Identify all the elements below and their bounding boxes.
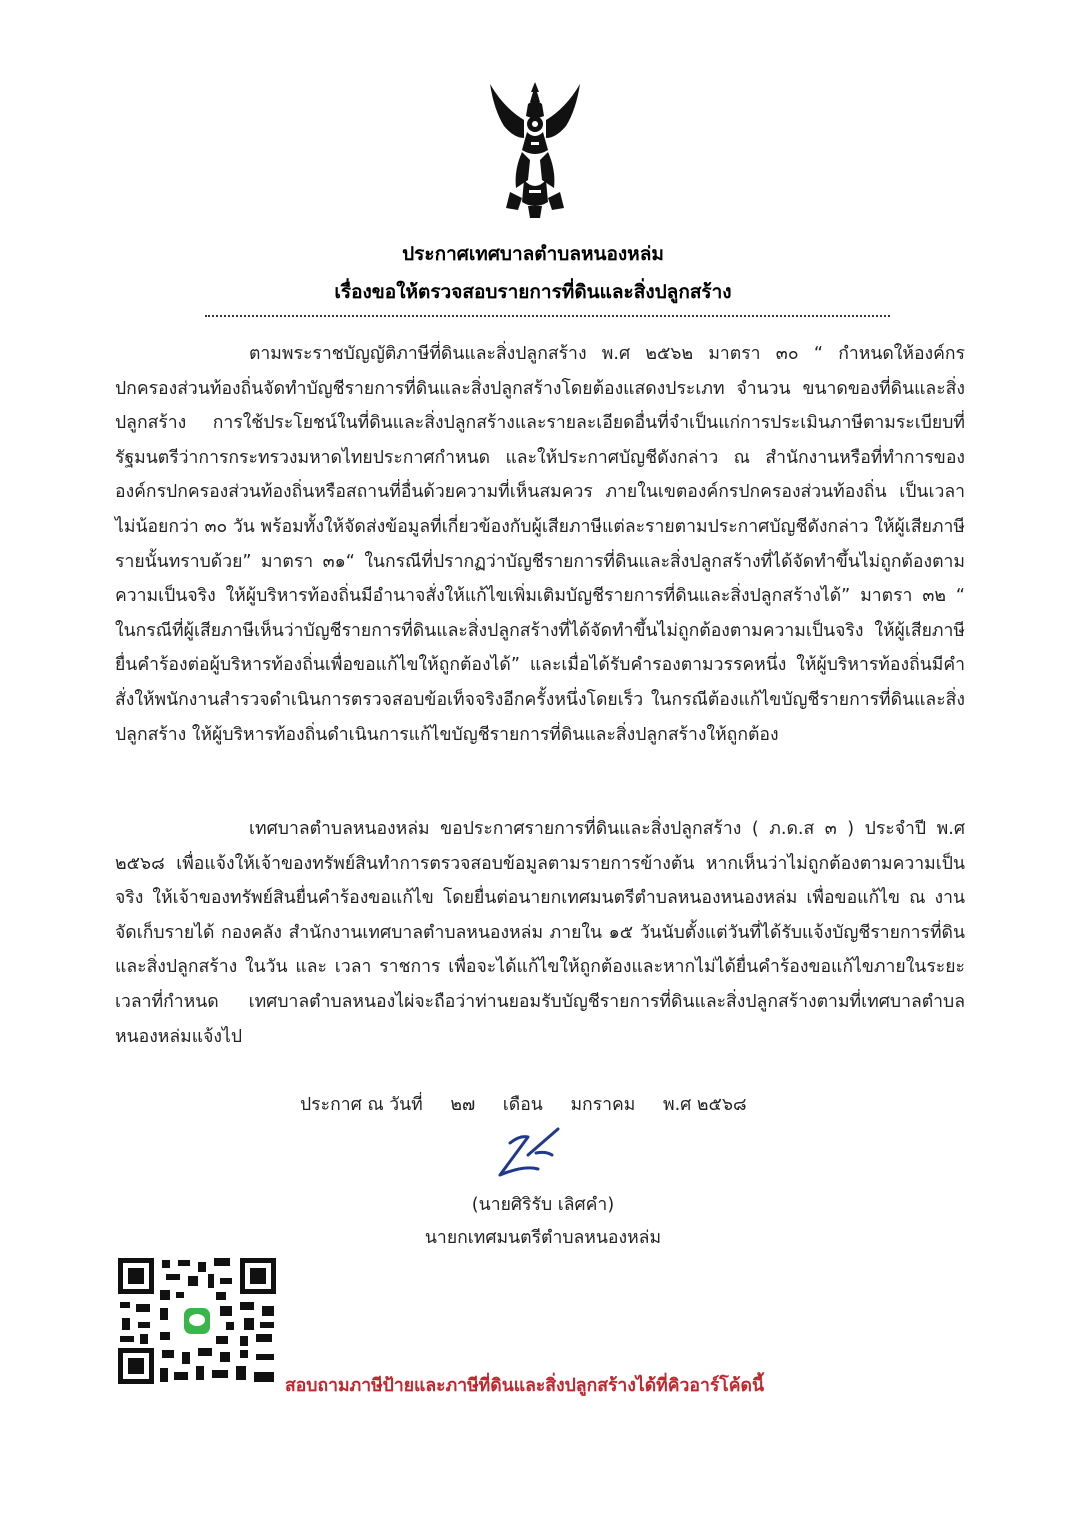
announcement-title: ประกาศเทศบาลตำบลหนองหล่ม <box>402 243 664 265</box>
announcement-date <box>300 1090 747 1118</box>
dotted-divider <box>205 315 890 317</box>
date-label: ประกาศ ณ วันที่ <box>300 1095 423 1115</box>
body-paragraph-2 <box>115 812 965 1054</box>
signer-name: (นายศิริรับ เลิศคำ) <box>471 1195 615 1215</box>
announcement-subject: เรื่องขอให้ตรวจสอบรายการที่ดินและสิ่งปลูกสร้าง <box>334 281 732 303</box>
garuda-emblem <box>484 80 586 220</box>
date-day: ๒๗ <box>450 1095 476 1115</box>
paragraph-text: ตามพระราชบัญญัติภาษีที่ดินและสิ่งปลูกสร้าง พ.ศ ๒๕๖๒ มาตรา ๓๐ “ กำหนดให้องค์กรปกครองส่วนท้องถิ่นจัดทำบัญชีรายการที่ดินและสิ่งปลูกสร้างโดยต้องแสดงประเภท จำนวน ขนาดของที่ดินและสิ่งปลูกสร้าง การใช้ประโยชน์ในที่ดินและสิ่งปลูกสร้างและรายละเอียดอื่นที่จำเป็นแก่การประเมินภาษีตามระเบียบที่รัฐมนตรีว่าการกระทรวงมหาดไทยประกาศกำหนด และให้ประกาศบัญชีดังกล่าว ณ สำนักงานหรือที่ทำการขององค์กรปกครองส่วนท้องถิ่นหรือสถานที่อื่นด้วยความที่เห็นสมควร ภายในเขตองค์กรปกครองส่วนท้องถิ่น เป็นเวลาไม่น้อยกว่า ๓๐ วัน พร้อมทั้งให้จัดส่งข้อมูลที่เกี่ยวข้องกับผู้เสียภาษีแต่ละรายตามประกาศบัญชีดังกล่าว ให้ผู้เสียภาษีรายนั้นทราบด้วย” มาตรา ๓๑“ ในกรณีที่ปรากฏว่าบัญชีรายการที่ดินและสิ่งปลูกสร้างที่ได้จัดทำขึ้นไม่ถูกต้องตามความเป็นจริง ให้ผู้บริหารท้องถิ่นมีอำนาจสั่งให้แก้ไขเพิ่มเติมบัญชีรายการที่ดินและสิ่งปลูกสร้างได้” มาตรา ๓๒ “ ในกรณีที่ผู้เสียภาษีเห็นว่าบัญชีรายการที่ดินและสิ่งปลูกสร้างที่ได้จัดทำขึ้นไม่ถูกต้องตามความเป็นจริง ให้ผู้เสียภาษียื่นคำร้องต่อผู้บริหารท้องถิ่นเพื่อขอแก้ไขให้ถูกต้องได้” และเมื่อได้รับคำรองตามวรรคหนึ่ง ให้ผู้บริหารท้องถิ่นมีคำสั่งให้พนักงานสำรวจดำเนินการตรวจสอบข้อเท็จจริงอีกครั้งหนึ่งโดยเร็ว ในกรณีต้องแก้ไขบัญชีรายการที่ดินและสิ่งปลูกสร้าง ให้ผู้บริหารท้องถิ่นดำเนินการแก้ไขบัญชีรายการที่ดินและสิ่งปลูกสร้างให้ถูกต้อง <box>115 344 965 745</box>
date-month: มกราคม <box>570 1095 636 1115</box>
signer-position: นายกเทศมนตรีตำบลหนองหล่ม <box>424 1228 662 1248</box>
date-month-label: เดือน <box>502 1095 543 1115</box>
paragraph-text: เทศบาลตำบลหนองหล่ม ขอประกาศรายการที่ดินและสิ่งปลูกสร้าง ( ภ.ด.ส ๓ ) ประจำปี พ.ศ ๒๕๖๘ เพื่อแจ้งให้เจ้าของทรัพย์สินทำการตรวจสอบข้อมูลตามรายการข้างต้น หากเห็นว่าไม่ถูกต้องตามความเป็นจริง ให้เจ้าของทรัพย์สินยื่นคำร้องขอแก้ไข โดยยื่นต่อนายกเทศมนตรีตำบลหนองหนองหล่ม เพื่อขอแก้ไข ณ งานจัดเก็บรายได้ กองคลัง สำนักงานเทศบาลตำบลหนองหล่ม ภายใน ๑๕ วันนับตั้งแต่วันที่ได้รับแจ้งบัญชีรายการที่ดินและสิ่งปลูกสร้าง ในวัน และ เวลา ราชการ เพื่อจะได้แก้ไขให้ถูกต้องและหากไม่ได้ยื่นคำร้องขอแก้ไขภายในระยะเวลาที่กำหนด เทศบาลตำบลหนองไผ่จะถือว่าท่านยอมรับบัญชีรายการที่ดินและสิ่งปลูกสร้างตามที่เทศบาลตำบลหนองหล่มแจ้งไป <box>115 819 965 1047</box>
qr-instruction-note: สอบถามภาษีป้ายและภาษีที่ดินและสิ่งปลูกสร้างได้ที่คิวอาร์โค้ดนี้ <box>285 1376 764 1396</box>
handwritten-signature <box>480 1125 570 1185</box>
qr-code[interactable] <box>116 1256 278 1386</box>
body-paragraph-1 <box>115 337 965 752</box>
date-year: พ.ศ ๒๕๖๘ <box>662 1095 747 1115</box>
